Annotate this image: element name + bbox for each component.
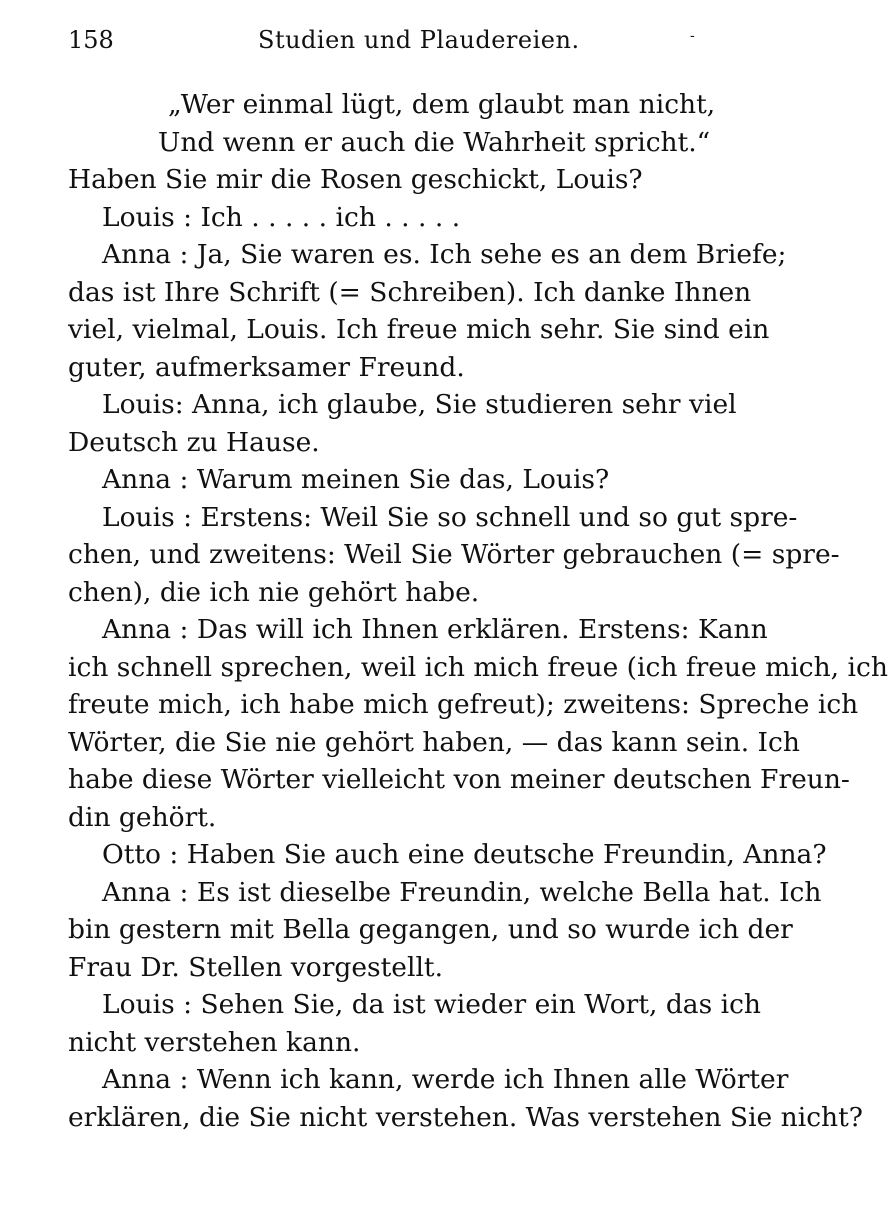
- quote-line: „Wer einmal lügt, dem glaubt man nicht,: [168, 89, 716, 120]
- speaker-line: Louis: Anna, ich glaube, Sie studieren sehr viel: [102, 389, 737, 420]
- text-line: freute mich, ich habe mich gefreut); zweitens: Spreche ich: [68, 689, 859, 720]
- text-line: nicht verstehen kann.: [68, 1026, 361, 1058]
- text-line: Deutsch zu Hause.: [68, 426, 320, 458]
- speaker-line: Anna : Das will ich Ihnen erklären. Erstens: Kann: [102, 614, 768, 645]
- text-line: viel, vielmal, Louis. Ich freue mich sehr. Sie sind ein: [68, 314, 770, 345]
- text-line: erklären, die Sie nicht verstehen. Was verstehen Sie nicht?: [68, 1101, 863, 1133]
- speaker-line: Louis : Sehen Sie, da ist wieder ein Wort, das ich: [102, 989, 761, 1020]
- page-number: 158: [68, 26, 114, 54]
- text-line: Wörter, die Sie nie gehört haben, — das kann sein. Ich: [68, 726, 800, 758]
- page-header: [68, 26, 728, 66]
- text-line: chen, und zweitens: Weil Sie Wörter gebrauchen (= spre-: [68, 539, 840, 570]
- text-line: das ist Ihre Schrift (= Schreiben). Ich danke Ihnen: [68, 276, 752, 308]
- speaker-line: Louis : Erstens: Weil Sie so schnell und so gut spre-: [102, 501, 798, 533]
- speaker-line: Anna : Wenn ich kann, werde ich Ihnen alle Wörter: [102, 1064, 789, 1095]
- speaker-line: Anna : Ja, Sie waren es. Ich sehe es an dem Briefe;: [102, 239, 787, 270]
- speaker-line: Anna : Warum meinen Sie das, Louis?: [102, 464, 610, 495]
- text-line: bin gestern mit Bella gegangen, und so wurde ich der: [68, 914, 793, 945]
- speaker-line: Anna : Es ist dieselbe Freundin, welche Bella hat. Ich: [102, 876, 822, 908]
- text-line: guter, aufmerksamer Freund.: [68, 351, 465, 383]
- speaker-line: Otto : Haben Sie auch eine deutsche Freundin, Anna?: [102, 839, 827, 870]
- text-line: din gehört.: [68, 801, 217, 833]
- text-line: Frau Dr. Stellen vorgestellt.: [68, 951, 443, 983]
- text-line: chen), die ich nie gehört habe.: [68, 576, 480, 608]
- quote-line: Und wenn er auch die Wahrheit spricht.“: [158, 126, 711, 158]
- header-mark: -: [690, 28, 695, 44]
- text-line: habe diese Wörter vielleicht von meiner deutschen Freun-: [68, 764, 850, 795]
- text-line: Haben Sie mir die Rosen geschickt, Louis?: [68, 164, 643, 195]
- running-title: Studien und Plaudereien.: [258, 26, 580, 54]
- text-line: ich schnell sprechen, weil ich mich freue (ich freue mich, ich: [68, 651, 888, 683]
- speaker-line: Louis : Ich . . . . . ich . . . . .: [102, 201, 461, 233]
- body-text: [68, 86, 888, 1136]
